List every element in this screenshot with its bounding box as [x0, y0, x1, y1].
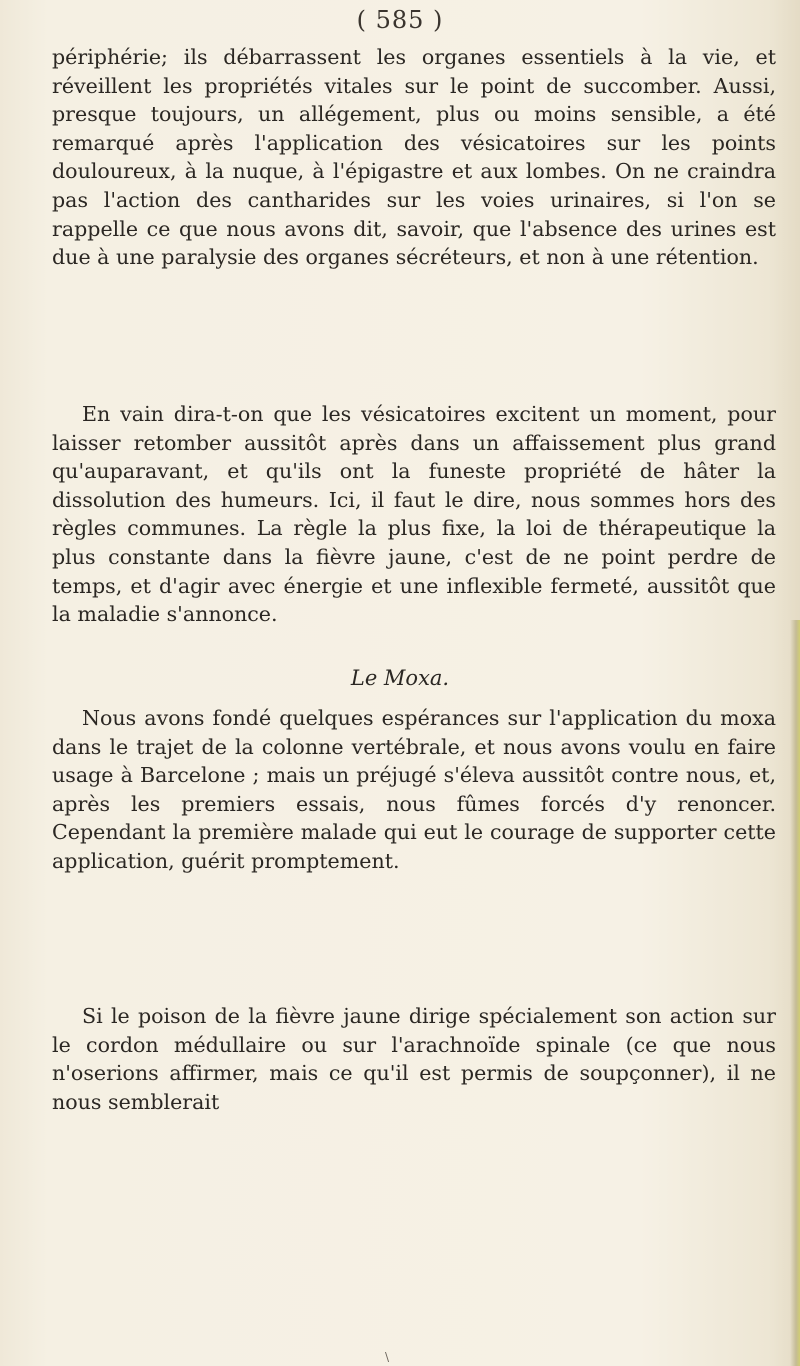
paragraph-text: périphérie; ils débarrassent les organes essentiels à la vie, et réveillent les propriétés vitales sur le point de succomber. Aussi, presque toujours, un allégement, plus ou moins sensible, a été remarqué après l'application des vésicatoires sur les points douloureux, à la nuque, à l'épigastre et aux lombes. On ne craindra pas l'action des cantharides sur les voies urinaires, si l'on se rappelle ce que nous avons dit, savoir, que l'absence des urines est due à une paralysie des organes sécréteurs, et non à une rétention. [52, 45, 776, 270]
page-edge [790, 620, 800, 1366]
paragraph-text: En vain dira-t-on que les vésicatoires excitent un moment, pour laisser retomber aussitôt après dans un affaissement plus grand qu'auparavant, et qu'ils ont la funeste propriété de hâter la dissolution des humeurs. Ici, il faut le dire, nous sommes hors des règles communes. La règle la plus fixe, la loi de thérapeutique la plus constante dans la fièvre jaune, c'est de ne point perdre de temps, et d'agir avec énergie et une inflexible fermeté, aussitôt que la maladie s'annonce. [52, 402, 776, 627]
paragraph-moxa-barcelone [52, 704, 776, 876]
stray-ink-mark: \ [385, 1350, 390, 1364]
paragraph-vesicatoires-effects [52, 43, 776, 272]
paragraph-moxa-poison [52, 1002, 776, 1116]
paragraph-text: Si le poison de la fièvre jaune dirige spécialement son action sur le cordon médullaire ou sur l'arachnoïde spinale (ce que nous n'oserions affirmer, mais ce qu'il est permis de soupçonner), il ne nous semblerait [52, 1004, 776, 1114]
paragraph-text: Nous avons fondé quelques espérances sur l'application du moxa dans le trajet de la colonne vertébrale, et nous avons voulu en faire usage à Barcelone ; mais un préjugé s'éleva aussitôt contre nous, et, après les premiers essais, nous fûmes forcés d'y renoncer. Cependant la première malade qui eut le courage de supporter cette application, guérit promptement. [52, 706, 776, 873]
paragraph-vesicatoires-objection [52, 400, 776, 629]
page-number: ( 585 ) [356, 6, 444, 34]
section-title: Le Moxa. [350, 666, 450, 690]
